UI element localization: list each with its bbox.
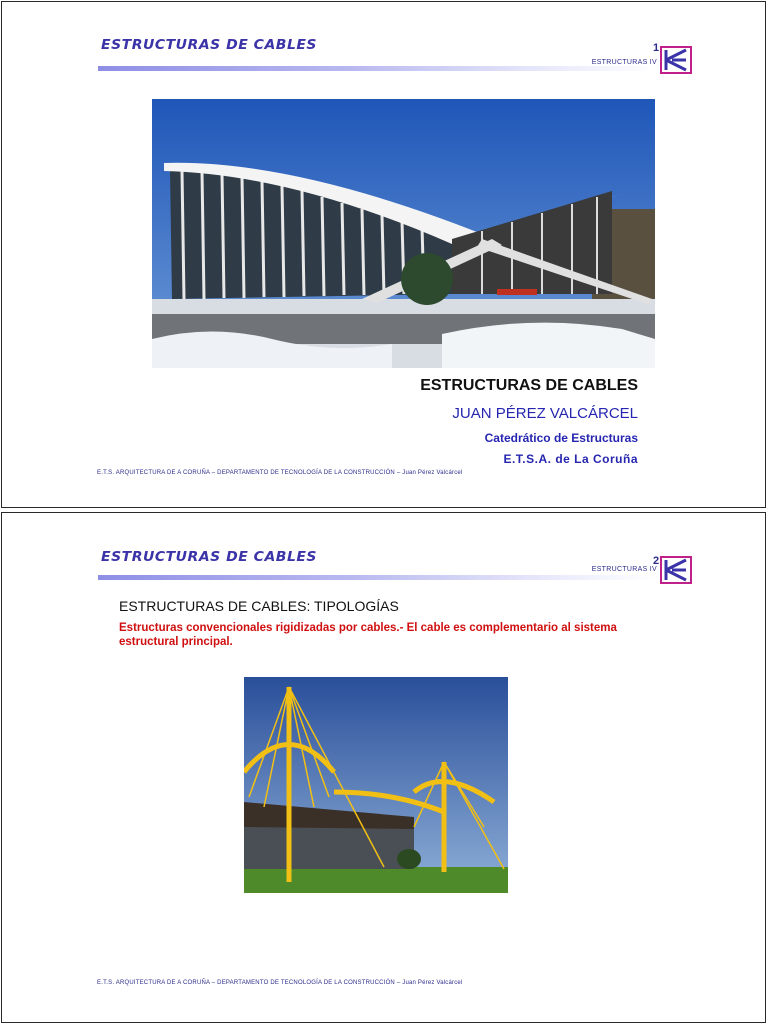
header-bar (98, 66, 656, 71)
footer-text: E.T.S. ARQUITECTURA DE A CORUÑA – DEPARTAMENTO DE TECNOLOGÍA DE LA CONSTRUCCIÓN – Juan Pérez Valcárcel (97, 980, 463, 986)
slide-2 (1, 512, 766, 1023)
page-number: 2 (653, 555, 660, 567)
school-logo-icon (660, 556, 692, 584)
school-logo-icon (660, 46, 692, 74)
slide-1 (1, 1, 766, 508)
section-description: Estructuras convencionales rigidizadas por cables.- El cable es complementario al sistema estructural principal. (119, 622, 617, 648)
author-name: JUAN PÉREZ VALCÁRCEL (452, 405, 638, 422)
cable-structure-photo (244, 677, 508, 893)
building-photo (152, 99, 655, 368)
section-heading: ESTRUCTURAS DE CABLES: TIPOLOGÍAS (119, 598, 399, 614)
school-name: E.T.S.A. de La Coruña (503, 452, 638, 466)
author-role: Catedrático de Estructuras (484, 431, 638, 445)
page-number: 1 (653, 42, 660, 54)
header-course: ESTRUCTURAS IV (591, 566, 657, 573)
footer-text: E.T.S. ARQUITECTURA DE A CORUÑA – DEPARTAMENTO DE TECNOLOGÍA DE LA CONSTRUCCIÓN – Juan Pérez Valcárcel (97, 470, 463, 476)
header-title: ESTRUCTURAS DE CABLES (101, 37, 318, 53)
header-bar (98, 575, 656, 580)
presentation-title: ESTRUCTURAS DE CABLES (420, 377, 638, 394)
header-title: ESTRUCTURAS DE CABLES (101, 549, 318, 565)
header-course: ESTRUCTURAS IV (591, 59, 657, 66)
